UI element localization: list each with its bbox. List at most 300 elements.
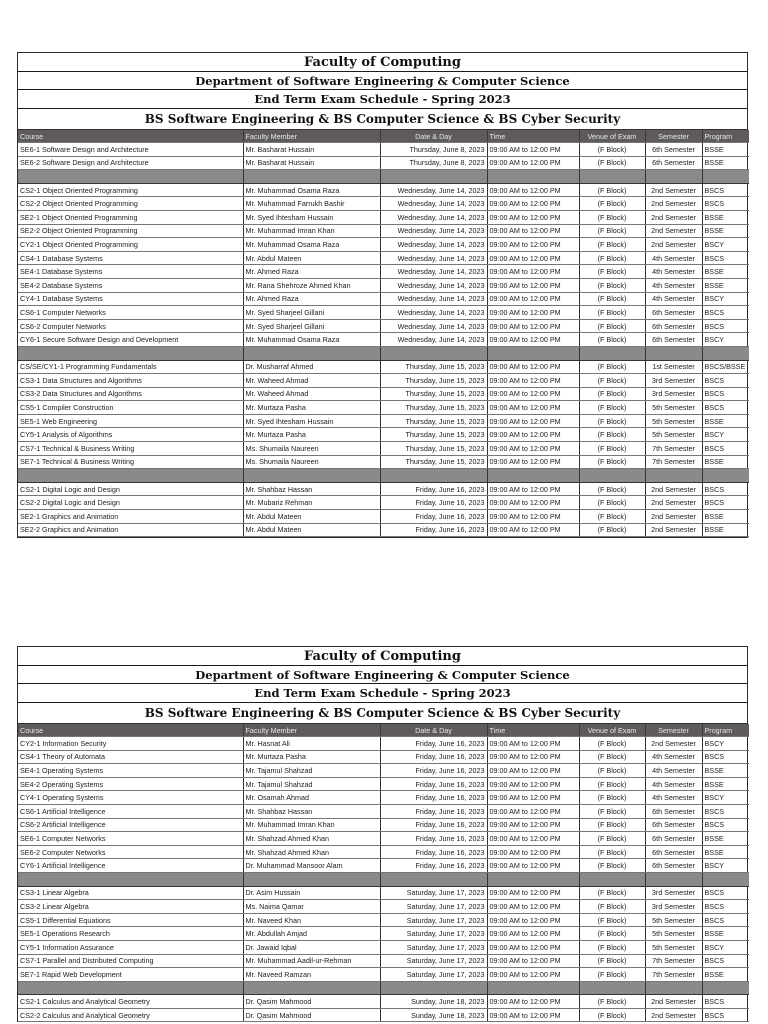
table-body [18, 143, 749, 537]
date-cell: Thursday, June 15, 2023 [380, 428, 487, 442]
semester-cell: 2nd Semester [645, 210, 702, 224]
program-cell: BSCY [702, 737, 749, 751]
semester-cell: 2nd Semester [645, 737, 702, 751]
venue-cell: (F Block) [579, 333, 645, 347]
faculty-cell: Mr. Waheed Ahmad [243, 387, 380, 401]
venue-cell: (F Block) [579, 251, 645, 265]
program-cell: BSCY [702, 292, 749, 306]
venue-cell: (F Block) [579, 900, 645, 914]
semester-cell: 2nd Semester [645, 482, 702, 496]
column-header-course: Course [18, 724, 243, 737]
date-cell: Friday, June 16, 2023 [380, 832, 487, 846]
date-cell: Thursday, June 8, 2023 [380, 143, 487, 157]
date-cell: Saturday, June 17, 2023 [380, 900, 487, 914]
semester-cell: 5th Semester [645, 913, 702, 927]
separator-cell [487, 170, 579, 184]
course-cell: CS6-1 Artificial Intelligence [18, 804, 243, 818]
venue-cell: (F Block) [579, 265, 645, 279]
faculty-cell: Ms. Shumaila Naureen [243, 455, 380, 469]
faculty-cell: Mr. Abdul Mateen [243, 523, 380, 537]
table-row [18, 197, 749, 211]
semester-cell: 6th Semester [645, 832, 702, 846]
semester-cell: 6th Semester [645, 845, 702, 859]
column-header-faculty: Faculty Member [243, 724, 380, 737]
time-cell: 09:00 AM to 12:00 PM [487, 510, 579, 524]
faculty-cell: Mr. Shahzad Ahmed Khan [243, 832, 380, 846]
faculty-cell: Mr. Tajamul Shahzad [243, 777, 380, 791]
date-group-separator [18, 170, 749, 184]
separator-cell [243, 170, 380, 184]
table-row [18, 401, 749, 415]
venue-cell: (F Block) [579, 238, 645, 252]
semester-cell: 2nd Semester [645, 183, 702, 197]
venue-cell: (F Block) [579, 401, 645, 415]
date-cell: Friday, June 16, 2023 [380, 750, 487, 764]
table-body [18, 737, 749, 1022]
course-cell: SE5-1 Operations Research [18, 927, 243, 941]
course-cell: SE4-2 Operating Systems [18, 777, 243, 791]
venue-cell: (F Block) [579, 804, 645, 818]
table-row [18, 1008, 749, 1022]
program-cell: BSSE [702, 777, 749, 791]
table-row [18, 265, 749, 279]
time-cell: 09:00 AM to 12:00 PM [487, 886, 579, 900]
separator-cell [579, 346, 645, 360]
table-row [18, 374, 749, 388]
time-cell: 09:00 AM to 12:00 PM [487, 791, 579, 805]
separator-cell [579, 170, 645, 184]
date-cell: Thursday, June 8, 2023 [380, 156, 487, 170]
faculty-cell: Mr. Muhammad Osama Raza [243, 238, 380, 252]
venue-cell: (F Block) [579, 183, 645, 197]
course-cell: SE6-1 Computer Networks [18, 832, 243, 846]
date-cell: Thursday, June 15, 2023 [380, 360, 487, 374]
semester-cell: 3rd Semester [645, 886, 702, 900]
table-row [18, 183, 749, 197]
course-cell: CS5-1 Compiler Construction [18, 401, 243, 415]
venue-cell: (F Block) [579, 859, 645, 873]
separator-cell [645, 469, 702, 483]
column-header-program: Program [702, 130, 749, 143]
date-cell: Thursday, June 15, 2023 [380, 374, 487, 388]
semester-cell: 7th Semester [645, 968, 702, 982]
course-cell: CS2-1 Calculus and Analytical Geometry [18, 995, 243, 1009]
time-cell: 09:00 AM to 12:00 PM [487, 818, 579, 832]
course-cell: CS2-1 Object Oriented Programming [18, 183, 243, 197]
date-cell: Friday, June 16, 2023 [380, 764, 487, 778]
time-cell: 09:00 AM to 12:00 PM [487, 197, 579, 211]
course-cell: CY6-1 Secure Software Design and Development [18, 333, 243, 347]
time-cell: 09:00 AM to 12:00 PM [487, 442, 579, 456]
faculty-cell: Mr. Ahmed Raza [243, 292, 380, 306]
faculty-cell: Mr. Muhammad Imran Khan [243, 818, 380, 832]
program-cell: BSCS [702, 374, 749, 388]
date-cell: Wednesday, June 14, 2023 [380, 238, 487, 252]
table-row [18, 804, 749, 818]
separator-cell [18, 872, 243, 886]
semester-cell: 2nd Semester [645, 1008, 702, 1022]
separator-cell [243, 346, 380, 360]
table-row [18, 360, 749, 374]
separator-cell [18, 981, 243, 995]
table-row [18, 777, 749, 791]
venue-cell: (F Block) [579, 510, 645, 524]
time-cell: 09:00 AM to 12:00 PM [487, 455, 579, 469]
program-cell: BSCY [702, 333, 749, 347]
separator-cell [645, 170, 702, 184]
faculty-cell: Mr. Abdul Mateen [243, 251, 380, 265]
table-row [18, 414, 749, 428]
table-row [18, 968, 749, 982]
table-row [18, 818, 749, 832]
date-cell: Wednesday, June 14, 2023 [380, 210, 487, 224]
venue-cell: (F Block) [579, 482, 645, 496]
course-cell: CS2-1 Digital Logic and Design [18, 482, 243, 496]
semester-cell: 6th Semester [645, 306, 702, 320]
venue-cell: (F Block) [579, 224, 645, 238]
date-cell: Saturday, June 17, 2023 [380, 927, 487, 941]
department-title: Department of Software Engineering & Computer Science [18, 72, 747, 90]
date-cell: Friday, June 16, 2023 [380, 496, 487, 510]
time-cell: 09:00 AM to 12:00 PM [487, 210, 579, 224]
time-cell: 09:00 AM to 12:00 PM [487, 278, 579, 292]
course-cell: SE7-1 Rapid Web Development [18, 968, 243, 982]
time-cell: 09:00 AM to 12:00 PM [487, 913, 579, 927]
program-cell: BSSE [702, 510, 749, 524]
course-cell: CY4-1 Operating Systems [18, 791, 243, 805]
venue-cell: (F Block) [579, 414, 645, 428]
time-cell: 09:00 AM to 12:00 PM [487, 845, 579, 859]
course-cell: CS7-1 Technical & Business Writing [18, 442, 243, 456]
table-row [18, 764, 749, 778]
date-cell: Friday, June 16, 2023 [380, 510, 487, 524]
venue-cell: (F Block) [579, 278, 645, 292]
column-header-venue: Venue of Exam [579, 130, 645, 143]
time-cell: 09:00 AM to 12:00 PM [487, 224, 579, 238]
table-row [18, 251, 749, 265]
venue-cell: (F Block) [579, 832, 645, 846]
program-cell: BSCS [702, 306, 749, 320]
faculty-cell: Ms. Naima Qamar [243, 900, 380, 914]
program-cell: BSCS [702, 401, 749, 415]
time-cell: 09:00 AM to 12:00 PM [487, 183, 579, 197]
table-row [18, 278, 749, 292]
course-cell: SE4-2 Database Systems [18, 278, 243, 292]
time-cell: 09:00 AM to 12:00 PM [487, 238, 579, 252]
course-cell: SE7-1 Technical & Business Writing [18, 455, 243, 469]
date-group-separator [18, 872, 749, 886]
faculty-cell: Mr. Syed Sharjeel Gillani [243, 306, 380, 320]
faculty-cell: Ms. Shumaila Naureen [243, 442, 380, 456]
time-cell: 09:00 AM to 12:00 PM [487, 523, 579, 537]
column-header-course: Course [18, 130, 243, 143]
semester-cell: 2nd Semester [645, 197, 702, 211]
date-cell: Thursday, June 15, 2023 [380, 442, 487, 456]
time-cell: 09:00 AM to 12:00 PM [487, 360, 579, 374]
faculty-cell: Mr. Muhammad Farrukh Bashir [243, 197, 380, 211]
separator-cell [487, 346, 579, 360]
column-header-semester: Semester [645, 130, 702, 143]
table-row [18, 940, 749, 954]
table-row [18, 832, 749, 846]
date-cell: Sunday, June 18, 2023 [380, 995, 487, 1009]
separator-cell [380, 346, 487, 360]
separator-cell [18, 346, 243, 360]
program-cell: BSCY [702, 791, 749, 805]
venue-cell: (F Block) [579, 428, 645, 442]
semester-cell: 2nd Semester [645, 523, 702, 537]
date-cell: Wednesday, June 14, 2023 [380, 197, 487, 211]
program-cell: BSCS [702, 1008, 749, 1022]
date-cell: Friday, June 16, 2023 [380, 791, 487, 805]
venue-cell: (F Block) [579, 764, 645, 778]
semester-cell: 4th Semester [645, 278, 702, 292]
date-cell: Friday, June 16, 2023 [380, 845, 487, 859]
course-cell: CS7-1 Parallel and Distributed Computing [18, 954, 243, 968]
program-cell: BSCS [702, 995, 749, 1009]
faculty-cell: Dr. Qasim Mahmood [243, 995, 380, 1009]
semester-cell: 3rd Semester [645, 900, 702, 914]
semester-cell: 6th Semester [645, 818, 702, 832]
venue-cell: (F Block) [579, 319, 645, 333]
program-cell: BSCS/BSSE [702, 360, 749, 374]
venue-cell: (F Block) [579, 995, 645, 1009]
program-cell: BSSE [702, 414, 749, 428]
time-cell: 09:00 AM to 12:00 PM [487, 954, 579, 968]
time-cell: 09:00 AM to 12:00 PM [487, 156, 579, 170]
date-cell: Saturday, June 17, 2023 [380, 886, 487, 900]
table-row [18, 995, 749, 1009]
program-cell: BSSE [702, 968, 749, 982]
separator-cell [645, 872, 702, 886]
semester-cell: 5th Semester [645, 414, 702, 428]
date-cell: Wednesday, June 14, 2023 [380, 292, 487, 306]
venue-cell: (F Block) [579, 1008, 645, 1022]
separator-cell [645, 346, 702, 360]
course-cell: SE5-1 Web Engineering [18, 414, 243, 428]
program-cell: BSCS [702, 900, 749, 914]
separator-cell [579, 469, 645, 483]
time-cell: 09:00 AM to 12:00 PM [487, 414, 579, 428]
separator-cell [243, 981, 380, 995]
program-cell: BSSE [702, 278, 749, 292]
course-cell: CS3-2 Linear Algebra [18, 900, 243, 914]
venue-cell: (F Block) [579, 954, 645, 968]
table-row [18, 859, 749, 873]
faculty-cell: Mr. Osamah Ahmad [243, 791, 380, 805]
semester-cell: 5th Semester [645, 401, 702, 415]
faculty-cell: Dr. Musharraf Ahmed [243, 360, 380, 374]
course-cell: CY2-1 Object Oriented Programming [18, 238, 243, 252]
separator-cell [487, 981, 579, 995]
faculty-cell: Mr. Mubariz Rehman [243, 496, 380, 510]
table-row [18, 387, 749, 401]
table-row [18, 954, 749, 968]
faculty-cell: Dr. Asim Hussain [243, 886, 380, 900]
date-cell: Wednesday, June 14, 2023 [380, 319, 487, 333]
faculty-cell: Mr. Syed Sharjeel Gillani [243, 319, 380, 333]
programs-title: BS Software Engineering & BS Computer Science & BS Cyber Security [18, 703, 747, 724]
table-row [18, 737, 749, 751]
column-header-time: Time [487, 724, 579, 737]
faculty-cell: Mr. Shahzad Ahmed Khan [243, 845, 380, 859]
separator-cell [702, 981, 749, 995]
column-header-program: Program [702, 724, 749, 737]
time-cell: 09:00 AM to 12:00 PM [487, 900, 579, 914]
course-cell: SE2-1 Object Oriented Programming [18, 210, 243, 224]
column-header-date: Date & Day [380, 724, 487, 737]
table-row [18, 428, 749, 442]
faculty-cell: Mr. Shahbaz Hassan [243, 482, 380, 496]
venue-cell: (F Block) [579, 374, 645, 388]
column-header-venue: Venue of Exam [579, 724, 645, 737]
date-cell: Friday, June 16, 2023 [380, 737, 487, 751]
venue-cell: (F Block) [579, 523, 645, 537]
time-cell: 09:00 AM to 12:00 PM [487, 387, 579, 401]
semester-cell: 4th Semester [645, 791, 702, 805]
faculty-cell: Mr. Tajamul Shahzad [243, 764, 380, 778]
program-cell: BSCS [702, 954, 749, 968]
program-cell: BSCY [702, 940, 749, 954]
program-cell: BSSE [702, 265, 749, 279]
separator-cell [487, 872, 579, 886]
venue-cell: (F Block) [579, 496, 645, 510]
venue-cell: (F Block) [579, 442, 645, 456]
course-cell: CY2-1 Information Security [18, 737, 243, 751]
semester-cell: 6th Semester [645, 859, 702, 873]
faculty-title: Faculty of Computing [18, 647, 747, 666]
venue-cell: (F Block) [579, 750, 645, 764]
exam-schedule-sheet-2 [17, 646, 748, 1022]
program-cell: BSCS [702, 482, 749, 496]
time-cell: 09:00 AM to 12:00 PM [487, 306, 579, 320]
venue-cell: (F Block) [579, 143, 645, 157]
venue-cell: (F Block) [579, 737, 645, 751]
table-row [18, 143, 749, 157]
program-cell: BSCS [702, 496, 749, 510]
faculty-cell: Mr. Murtaza Pasha [243, 750, 380, 764]
venue-cell: (F Block) [579, 360, 645, 374]
faculty-cell: Mr. Muhammad Aadil-ur-Rehman [243, 954, 380, 968]
separator-cell [243, 469, 380, 483]
table-header-row [18, 724, 749, 737]
table-row [18, 510, 749, 524]
course-cell: SE2-2 Object Oriented Programming [18, 224, 243, 238]
semester-cell: 2nd Semester [645, 224, 702, 238]
course-cell: CS4-1 Theory of Automata [18, 750, 243, 764]
semester-cell: 4th Semester [645, 777, 702, 791]
column-header-date: Date & Day [380, 130, 487, 143]
separator-cell [702, 872, 749, 886]
semester-cell: 2nd Semester [645, 995, 702, 1009]
table-row [18, 442, 749, 456]
program-cell: BSCS [702, 183, 749, 197]
faculty-title: Faculty of Computing [18, 53, 747, 72]
faculty-cell: Mr. Shahbaz Hassan [243, 804, 380, 818]
table-row [18, 927, 749, 941]
programs-title: BS Software Engineering & BS Computer Science & BS Cyber Security [18, 109, 747, 130]
department-title: Department of Software Engineering & Computer Science [18, 666, 747, 684]
table-row [18, 238, 749, 252]
table-row [18, 306, 749, 320]
table-row [18, 496, 749, 510]
date-cell: Friday, June 16, 2023 [380, 818, 487, 832]
table-row [18, 913, 749, 927]
program-cell: BSSE [702, 455, 749, 469]
program-cell: BSSE [702, 927, 749, 941]
date-cell: Wednesday, June 14, 2023 [380, 265, 487, 279]
separator-cell [579, 872, 645, 886]
time-cell: 09:00 AM to 12:00 PM [487, 143, 579, 157]
course-cell: CS2-2 Object Oriented Programming [18, 197, 243, 211]
date-cell: Saturday, June 17, 2023 [380, 913, 487, 927]
faculty-cell: Mr. Abdul Mateen [243, 510, 380, 524]
semester-cell: 6th Semester [645, 143, 702, 157]
program-cell: BSSE [702, 845, 749, 859]
semester-cell: 3rd Semester [645, 374, 702, 388]
faculty-cell: Mr. Murtaza Pasha [243, 428, 380, 442]
table-row [18, 292, 749, 306]
time-cell: 09:00 AM to 12:00 PM [487, 750, 579, 764]
program-cell: BSCS [702, 913, 749, 927]
program-cell: BSCS [702, 387, 749, 401]
table-row [18, 224, 749, 238]
faculty-cell: Mr. Muhammad Imran Khan [243, 224, 380, 238]
separator-cell [702, 346, 749, 360]
venue-cell: (F Block) [579, 845, 645, 859]
faculty-cell: Mr. Syed Ihtesham Hussain [243, 210, 380, 224]
table-row [18, 482, 749, 496]
program-cell: BSSE [702, 143, 749, 157]
semester-cell: 7th Semester [645, 455, 702, 469]
program-cell: BSCS [702, 319, 749, 333]
time-cell: 09:00 AM to 12:00 PM [487, 859, 579, 873]
separator-cell [645, 981, 702, 995]
semester-cell: 7th Semester [645, 442, 702, 456]
time-cell: 09:00 AM to 12:00 PM [487, 927, 579, 941]
table-row [18, 455, 749, 469]
separator-cell [487, 469, 579, 483]
separator-cell [380, 872, 487, 886]
date-cell: Wednesday, June 14, 2023 [380, 278, 487, 292]
program-cell: BSCY [702, 238, 749, 252]
program-cell: BSCS [702, 750, 749, 764]
faculty-cell: Dr. Qasim Mahmood [243, 1008, 380, 1022]
column-header-faculty: Faculty Member [243, 130, 380, 143]
time-cell: 09:00 AM to 12:00 PM [487, 401, 579, 415]
course-cell: SE4-1 Operating Systems [18, 764, 243, 778]
program-cell: BSCS [702, 804, 749, 818]
course-cell: CY6-1 Artificial Intelligence [18, 859, 243, 873]
course-cell: CY4-1 Database Systems [18, 292, 243, 306]
semester-cell: 6th Semester [645, 333, 702, 347]
faculty-cell: Mr. Basharat Hussain [243, 156, 380, 170]
venue-cell: (F Block) [579, 197, 645, 211]
course-cell: CS/SE/CY1-1 Programming Fundamentals [18, 360, 243, 374]
course-cell: CS5-1 Differential Equations [18, 913, 243, 927]
separator-cell [380, 981, 487, 995]
semester-cell: 5th Semester [645, 428, 702, 442]
table-row [18, 886, 749, 900]
semester-cell: 6th Semester [645, 156, 702, 170]
semester-cell: 6th Semester [645, 804, 702, 818]
semester-cell: 4th Semester [645, 251, 702, 265]
venue-cell: (F Block) [579, 210, 645, 224]
semester-cell: 1st Semester [645, 360, 702, 374]
date-group-separator [18, 981, 749, 995]
semester-cell: 2nd Semester [645, 238, 702, 252]
faculty-cell: Mr. Naveed Ramzan [243, 968, 380, 982]
